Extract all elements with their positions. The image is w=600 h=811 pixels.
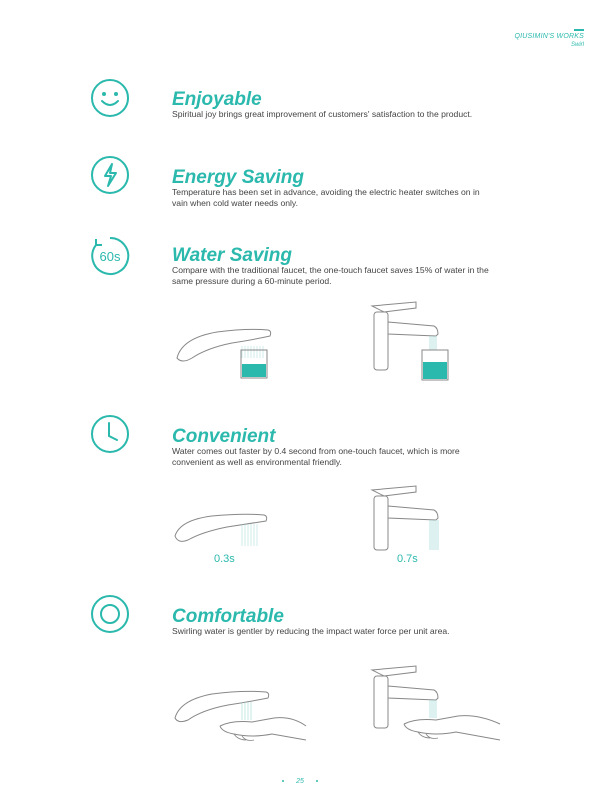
section-title-water-saving: Water Saving [172,245,293,266]
section-desc-energy-saving: Temperature has been set in advance, avoiding the electric heater switches on in vain when cold water needs only. [172,187,480,208]
header-brand: QIUSIMIN'S WORKS [514,33,584,40]
section-desc-enjoyable: Spiritual joy brings great improvement of customers' satisfaction to the product. [172,109,473,119]
clock-icon [90,414,130,454]
traditional-faucet-flow-illustration [172,506,272,548]
one-touch-faucet-hand-illustration [368,662,506,748]
section-desc-comfortable: Swirling water is gentler by reducing the impact water force per unit area. [172,626,450,636]
traditional-faucet-hand-illustration [172,682,310,748]
page-number: 25 [296,778,304,785]
section-title-energy-saving: Energy Saving [172,167,304,188]
timer-60s-icon [90,236,130,276]
page-footer [0,778,600,785]
lightning-bolt-icon [90,155,130,195]
time-label-traditional: 0.3s [214,553,235,565]
section-title-enjoyable: Enjoyable [172,89,262,110]
circle-ring-icon [90,594,130,634]
smiley-face-icon [90,78,130,118]
traditional-faucet-glass-illustration [172,318,282,380]
section-title-comfortable: Comfortable [172,606,284,627]
header-accent-bar [574,29,584,31]
footer-dot-right [316,780,318,782]
one-touch-faucet-flow-illustration [368,482,448,552]
header-project: Swirl [571,42,584,48]
one-touch-faucet-glass-illustration [368,298,460,382]
section-title-convenient: Convenient [172,426,276,447]
svg-text:60s: 60s [99,249,121,264]
footer-dot-left [282,780,284,782]
section-desc-water-saving: Compare with the traditional faucet, the one-touch faucet saves 15% of water in the same pressure during a 60-minute period. [172,265,489,286]
time-label-one-touch: 0.7s [397,553,418,565]
section-desc-convenient: Water comes out faster by 0.4 second from one-touch faucet, which is more convenient as well as environmental friendly. [172,446,460,467]
